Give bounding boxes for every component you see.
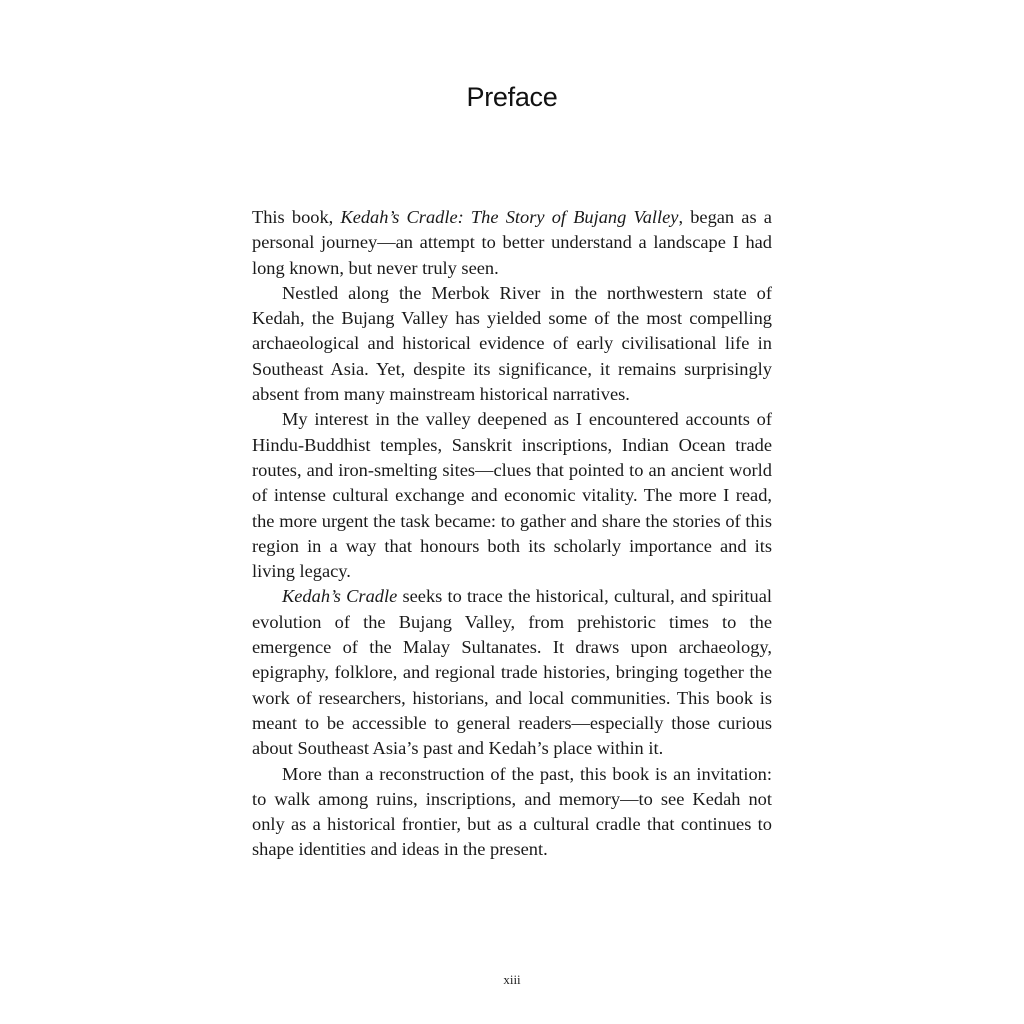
text-segment: , began as a personal journey—an attempt to better understand a landscape I had long known, but never truly seen. (252, 207, 772, 278)
italic-book-title: Kedah’s Cradle: The Story of Bujang Valley (340, 207, 679, 227)
text-segment: Nestled along the Merbok River in the northwestern state of Kedah, the Bujang Valley has yielded some of the most compelling archaeological and historical evidence of early civilisational life in Southeast Asia. Yet, despite its significance, it remains surprisingly absent from many mainstream historical narratives. (252, 282, 772, 405)
preface-body (252, 205, 772, 863)
paragraph (252, 205, 772, 281)
italic-book-title: Kedah’s Cradle (282, 586, 398, 607)
text-segment: This book, (252, 207, 341, 227)
paragraph (252, 584, 772, 761)
paragraph (252, 762, 772, 863)
text-segment: seeks to trace the historical, cultural, and spiritual evolution of the Bujang Valley, from prehistoric times to the emergence of the Malay Sultanates. It draws upon archaeology, epigraphy, folklore, and regional trade histories, bringing together the work of researchers, historians, and local communities. This book is meant to be accessible to general readers—especially those curious about Southeast Asia’s past and Kedah’s place within it. (252, 586, 772, 759)
text-segment: My interest in the valley deepened as I encountered accounts of Hindu-Buddhist temples, Sanskrit inscriptions, Indian Ocean trade routes, and iron-smelting sites—clues that pointed to an ancient world of intense cultural exchange and economic vitality. The more I read, the more urgent the task became: to gather and share the stories of this region in a way that honours both its scholarly importance and its living legacy. (252, 409, 772, 582)
page-title: Preface (466, 82, 558, 112)
paragraph (252, 407, 772, 584)
text-segment: More than a reconstruction of the past, this book is an invitation: to walk among ruins, inscriptions, and memory—to see Kedah not only as a historical frontier, but as a cultural cradle that continues to shape identities and ideas in the present. (252, 763, 772, 860)
page-number: xiii (503, 972, 521, 987)
paragraph (252, 281, 772, 407)
